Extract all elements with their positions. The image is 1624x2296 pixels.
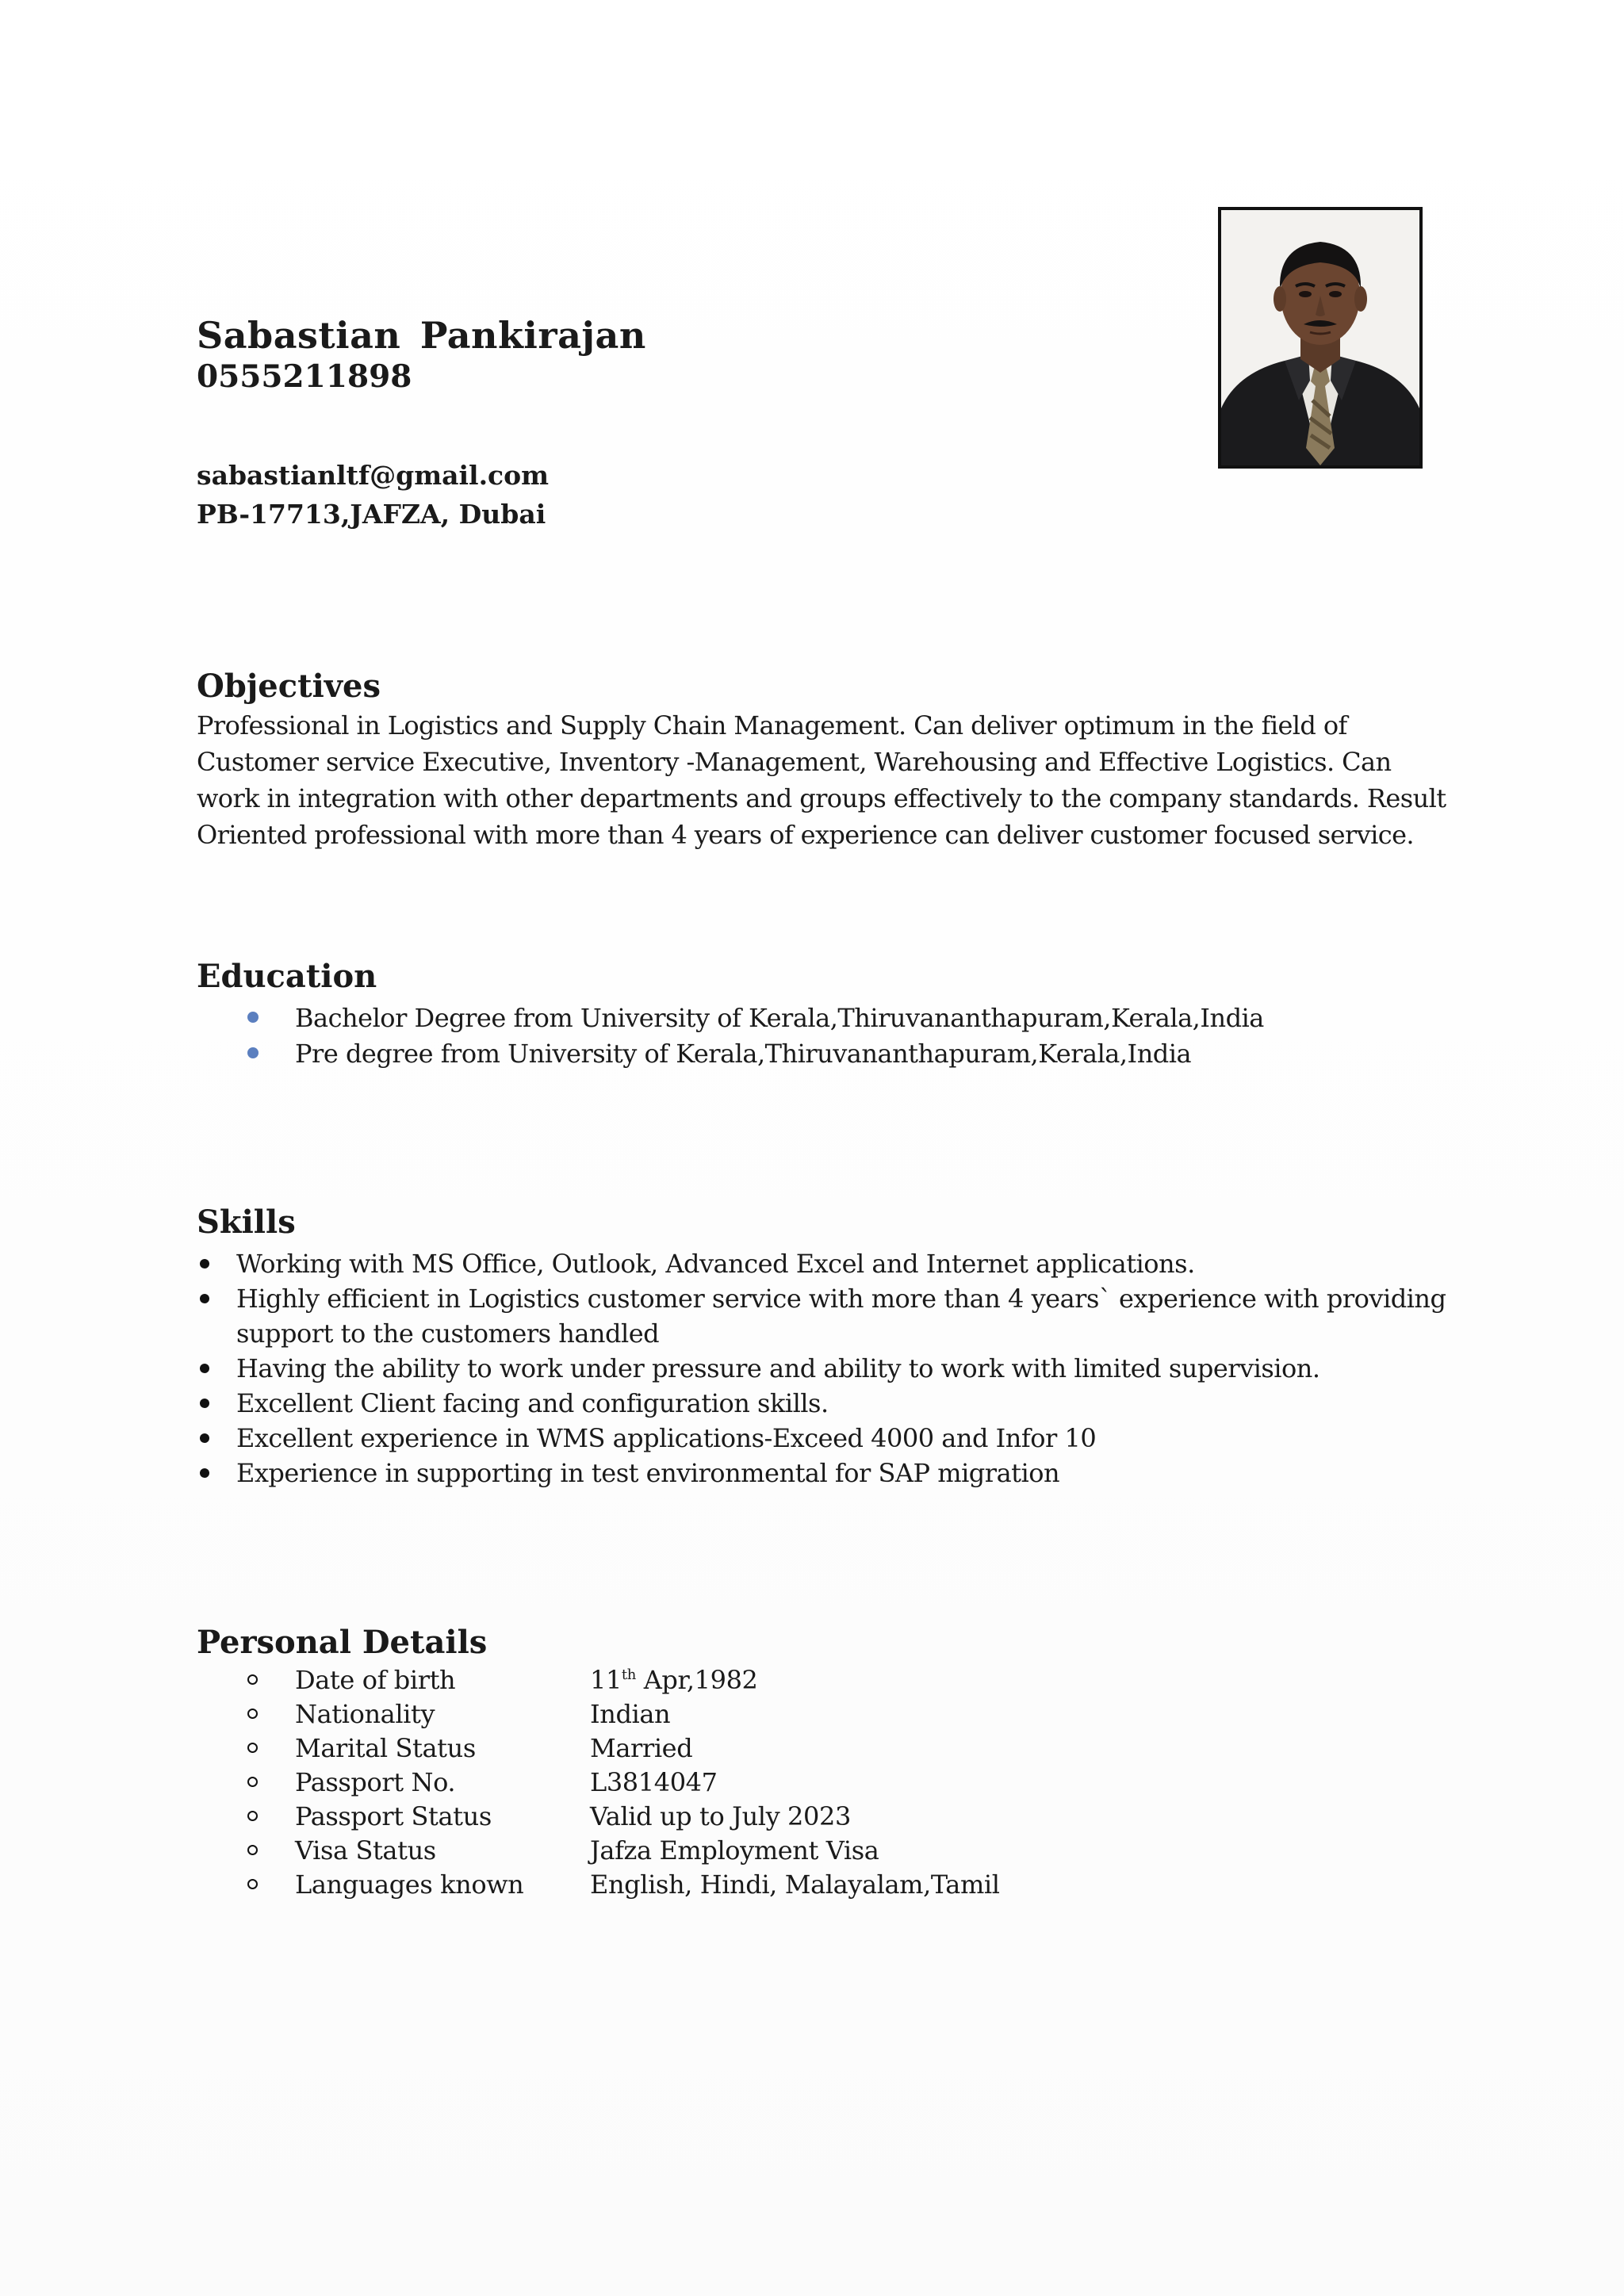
dob-rest: Apr,1982 — [635, 1665, 758, 1695]
bullet-icon — [200, 1468, 209, 1478]
objective-line: Professional in Logistics and Supply Chain Management. Can deliver optimum in the field of — [197, 710, 1347, 740]
detail-value: English, Hindi, Malayalam,Tamil — [590, 1869, 1000, 1900]
education-list — [246, 1001, 1264, 1072]
bullet-icon — [247, 1012, 259, 1023]
detail-label: Visa Status — [295, 1835, 436, 1866]
skill-text: Excellent experience in WMS applications-Exceed 4000 and Infor 10 — [236, 1423, 1097, 1453]
detail-value — [590, 1663, 758, 1697]
skill-text-continued: support to the customers handled — [236, 1318, 660, 1349]
bullet-icon — [200, 1259, 209, 1269]
skill-text: Having the ability to work under pressure and ability to work with limited supervision. — [236, 1353, 1320, 1383]
skill-text: Experience in supporting in test environmental for SAP migration — [236, 1458, 1060, 1488]
skill-item — [197, 1281, 1450, 1351]
skill-item — [197, 1246, 1450, 1281]
skill-item — [197, 1351, 1450, 1386]
profile-photo — [1218, 207, 1423, 469]
detail-value: Indian — [590, 1699, 671, 1729]
dob-day: 11 — [590, 1665, 622, 1695]
detail-label: Nationality — [295, 1699, 435, 1729]
candidate-name: Sabastian Pankirajan — [197, 314, 646, 357]
detail-value: Valid up to July 2023 — [590, 1801, 851, 1831]
detail-value: Jafza Employment Visa — [590, 1835, 879, 1866]
skills-list — [197, 1246, 1450, 1490]
bullet-icon — [200, 1364, 209, 1373]
detail-label: Marital Status — [295, 1733, 476, 1763]
skill-item — [197, 1456, 1450, 1490]
candidate-email: sabastianltf@gmail.com — [197, 460, 550, 491]
detail-value: L3814047 — [590, 1767, 718, 1797]
objective-line: work in integration with other departments and groups effectively to the company standards. Result — [197, 783, 1446, 813]
circle-bullet-icon — [247, 1777, 258, 1787]
education-heading: Education — [197, 958, 377, 995]
circle-bullet-icon — [247, 1743, 258, 1753]
objectives-heading: Objectives — [197, 668, 381, 705]
circle-bullet-icon — [247, 1879, 258, 1889]
skill-text: Highly efficient in Logistics customer service with more than 4 years` experience with providing — [236, 1284, 1446, 1314]
bullet-icon — [247, 1047, 259, 1058]
education-item-text: Pre degree from University of Kerala,Thiruvananthapuram,Kerala,India — [295, 1039, 1192, 1069]
circle-bullet-icon — [247, 1845, 258, 1855]
skill-text: Working with MS Office, Outlook, Advanced Excel and Internet applications. — [236, 1249, 1195, 1279]
bullet-icon — [200, 1433, 209, 1443]
detail-label: Date of birth — [295, 1665, 456, 1695]
objectives-paragraph — [197, 707, 1446, 853]
skill-text: Excellent Client facing and configuration skills. — [236, 1388, 829, 1418]
skill-item — [197, 1421, 1450, 1456]
personal-details-heading: Personal Details — [197, 1624, 488, 1661]
circle-bullet-icon — [247, 1709, 258, 1719]
education-item — [246, 1036, 1264, 1072]
candidate-phone: 0555211898 — [197, 358, 412, 395]
education-item — [246, 1001, 1264, 1036]
objective-line: Oriented professional with more than 4 years of experience can deliver customer focused service. — [197, 820, 1414, 850]
skill-item — [197, 1386, 1450, 1421]
portrait-illustration — [1221, 210, 1419, 465]
skills-heading: Skills — [197, 1203, 296, 1241]
circle-bullet-icon — [247, 1674, 258, 1685]
objective-line: Customer service Executive, Inventory -Management, Warehousing and Effective Logistics. Can — [197, 747, 1392, 777]
candidate-address: PB-17713,JAFZA, Dubai — [197, 499, 546, 530]
detail-label: Languages known — [295, 1869, 524, 1900]
detail-value: Married — [590, 1733, 693, 1763]
detail-label: Passport Status — [295, 1801, 492, 1831]
detail-label: Passport No. — [295, 1767, 456, 1797]
bullet-icon — [200, 1294, 209, 1303]
bullet-icon — [200, 1399, 209, 1408]
circle-bullet-icon — [247, 1811, 258, 1821]
dob-suffix: th — [621, 1667, 636, 1683]
education-item-text: Bachelor Degree from University of Kerala,Thiruvananthapuram,Kerala,India — [295, 1003, 1264, 1033]
